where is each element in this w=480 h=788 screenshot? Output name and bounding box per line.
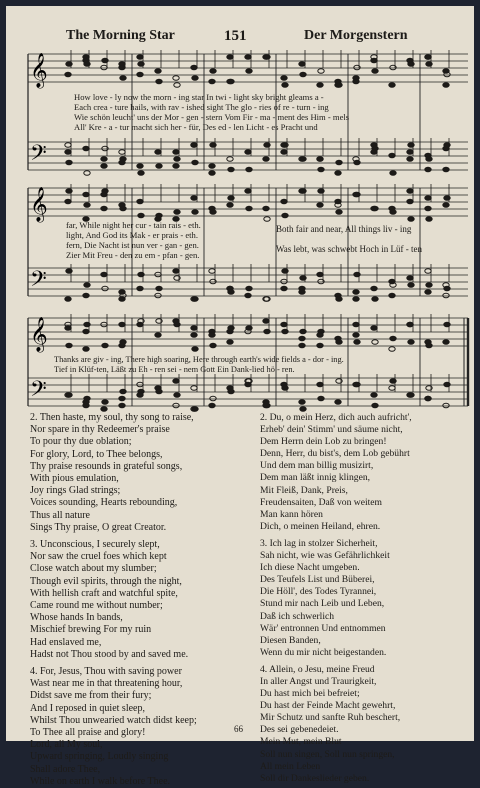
note-head bbox=[425, 55, 431, 60]
note-head bbox=[299, 336, 305, 341]
verse-line: With hellish craft and watchful spite, bbox=[30, 587, 178, 599]
note-head bbox=[353, 333, 359, 338]
note-head bbox=[174, 210, 180, 215]
note-head bbox=[102, 286, 108, 291]
verse-line: Joy rings Glad strings; bbox=[30, 485, 121, 497]
note-head bbox=[245, 150, 251, 155]
note-head bbox=[192, 76, 198, 81]
note-head bbox=[317, 83, 323, 88]
note-head bbox=[83, 329, 89, 334]
verse-line: Wär' entronnen Und entnommen bbox=[260, 622, 386, 634]
note-head bbox=[83, 400, 89, 405]
note-head bbox=[371, 150, 377, 155]
note-head bbox=[191, 386, 197, 391]
note-head bbox=[282, 213, 288, 218]
note-head bbox=[335, 79, 341, 84]
note-head bbox=[137, 286, 143, 291]
note-head bbox=[173, 379, 179, 384]
hymnal-page bbox=[6, 6, 474, 787]
verse-line: Had enslaved me, bbox=[30, 636, 102, 648]
note-head bbox=[263, 400, 269, 405]
note-head bbox=[318, 69, 324, 74]
note-head bbox=[299, 343, 305, 348]
verse-line: Dem Herrn dein Lob zu bringen! bbox=[260, 436, 387, 448]
note-head bbox=[101, 322, 107, 327]
note-head bbox=[335, 400, 341, 405]
note-head bbox=[227, 340, 233, 345]
verse-line: Du hast mich bei befreiet; bbox=[260, 688, 360, 700]
note-head bbox=[353, 297, 359, 302]
verse-line: Close watch about my slumber; bbox=[30, 563, 157, 575]
note-head bbox=[156, 286, 162, 291]
note-head bbox=[84, 171, 90, 176]
note-head bbox=[227, 157, 233, 162]
svg-text:𝄞: 𝄞 bbox=[30, 187, 48, 222]
verse-line: Daß ich schwerlich bbox=[260, 610, 335, 622]
note-head bbox=[336, 297, 342, 302]
note-head bbox=[425, 153, 431, 158]
note-head bbox=[173, 403, 179, 408]
note-head bbox=[245, 382, 251, 387]
note-head bbox=[101, 192, 107, 197]
verse-line: Wenn du mir nicht beigestanden. bbox=[260, 646, 387, 658]
note-head bbox=[354, 160, 360, 165]
note-head bbox=[65, 297, 71, 302]
note-head bbox=[119, 297, 125, 302]
note-head bbox=[390, 336, 396, 341]
note-head bbox=[299, 400, 305, 405]
note-head bbox=[407, 276, 413, 281]
verse-line: Voices sounding, Hearts rebounding, bbox=[30, 497, 178, 509]
verse-line: Thus all nature bbox=[30, 509, 90, 521]
note-head bbox=[372, 340, 378, 345]
note-head bbox=[443, 293, 449, 298]
note-head bbox=[155, 272, 161, 277]
note-head bbox=[209, 329, 215, 334]
note-head bbox=[317, 203, 323, 208]
verse-line: 4. For, Jesus, Thou with saving power bbox=[30, 666, 182, 678]
verse-line: With pious emulation, bbox=[30, 473, 119, 485]
note-head bbox=[372, 403, 378, 408]
note-head bbox=[407, 189, 413, 194]
title-english: The Morning Star bbox=[66, 28, 175, 43]
note-head bbox=[354, 340, 360, 345]
note-head bbox=[119, 150, 125, 155]
note-head bbox=[336, 160, 342, 165]
note-head bbox=[84, 203, 90, 208]
note-head bbox=[372, 69, 378, 74]
note-head bbox=[210, 69, 216, 74]
title-german: Der Morgenstern bbox=[304, 28, 408, 43]
note-head bbox=[155, 333, 161, 338]
note-head bbox=[101, 407, 107, 412]
note-head bbox=[191, 196, 197, 201]
note-head bbox=[101, 65, 107, 70]
verse-line: Lord, all My soul, bbox=[30, 739, 103, 751]
note-head bbox=[443, 83, 449, 88]
note-head bbox=[228, 79, 234, 84]
note-head bbox=[66, 160, 72, 165]
note-head bbox=[192, 210, 198, 215]
note-head bbox=[425, 206, 431, 211]
note-head bbox=[173, 76, 179, 81]
verse-line: Dem man läßt innig klingen, bbox=[260, 472, 371, 484]
note-head bbox=[101, 272, 107, 277]
note-head bbox=[407, 157, 413, 162]
lyrics-system-3: Thanks are giv - ing, There high soaring, Here through earth's wide fields a - dor - ing. Tief in Klüf-ten, Läßt zu Eh - ren sei - nem Gott Ein Dank-lied hö - ren. bbox=[54, 355, 344, 374]
verse-line: Des Teufels List und Büberei, bbox=[260, 574, 375, 586]
verse-line: Dich, o meinen Heiland, ehren. bbox=[260, 520, 381, 532]
note-head bbox=[156, 164, 162, 169]
note-head bbox=[245, 293, 251, 298]
note-head bbox=[408, 340, 414, 345]
note-head bbox=[155, 69, 161, 74]
note-head bbox=[390, 171, 396, 176]
verse-line: Though evil spirits, through the night, bbox=[30, 575, 182, 587]
note-head bbox=[191, 65, 197, 70]
note-head bbox=[281, 322, 287, 327]
verse-line: Erheb' dein' Stimm' und säume nicht, bbox=[260, 424, 403, 436]
verse-line: 4. Allein, o Jesu, meine Freud bbox=[260, 663, 375, 675]
note-head bbox=[210, 343, 216, 348]
note-head bbox=[407, 199, 413, 204]
note-head bbox=[84, 283, 90, 288]
note-head bbox=[155, 150, 161, 155]
note-head bbox=[317, 382, 323, 387]
note-head bbox=[191, 326, 197, 331]
note-head bbox=[317, 333, 323, 338]
verse-line: For glory, Lord, to Thee belongs, bbox=[30, 448, 163, 460]
note-head bbox=[353, 322, 359, 327]
note-head bbox=[192, 347, 198, 352]
verse-line: Stund mir nach Leib und Leben, bbox=[260, 598, 385, 610]
note-head bbox=[443, 403, 449, 408]
svg-text:𝄞: 𝄞 bbox=[30, 53, 48, 88]
note-head bbox=[300, 157, 306, 162]
note-head bbox=[426, 283, 432, 288]
note-head bbox=[389, 83, 395, 88]
note-head bbox=[210, 396, 216, 401]
note-head bbox=[83, 347, 89, 352]
note-head bbox=[281, 143, 287, 148]
verse-line: Freudensaiten, Daß von weitem bbox=[260, 496, 383, 508]
bass-staff-1 bbox=[28, 142, 468, 170]
note-head bbox=[372, 297, 378, 302]
note-head bbox=[102, 343, 108, 348]
verse-line: Die Höll', des Todes Tyrannei, bbox=[260, 586, 377, 598]
note-head bbox=[65, 72, 71, 77]
note-head bbox=[444, 286, 450, 291]
note-head bbox=[281, 150, 287, 155]
note-head bbox=[65, 143, 71, 148]
note-head bbox=[389, 386, 395, 391]
verse-line: To Thee all praise and glory! bbox=[30, 727, 146, 739]
note-head bbox=[192, 407, 198, 412]
note-head bbox=[245, 55, 251, 60]
note-head bbox=[101, 157, 107, 162]
note-head bbox=[83, 58, 89, 63]
note-head bbox=[156, 213, 162, 218]
note-head bbox=[119, 65, 125, 70]
note-head bbox=[371, 393, 377, 398]
verse-line: And I reposed in quiet sleep, bbox=[30, 702, 145, 714]
note-head bbox=[317, 343, 323, 348]
refrain-english: Both fair and near, All things liv - ing bbox=[276, 224, 412, 234]
note-head bbox=[317, 272, 323, 277]
note-head bbox=[119, 322, 125, 327]
lyrics-system-1: How love - ly now the morn - ing star In twi - light sky bright gleams a - Each crea - ture hails, with rav - ished sight The glo - ries of re - turn - ing Wie schön leucht' uns der Mor - gen - stern Vom Fir - ma - ment des Him - mels All' Kre - a - tur macht sich her - für, Des ed - len Licht - es Pracht und bbox=[74, 92, 350, 132]
note-head bbox=[174, 393, 180, 398]
note-head bbox=[390, 210, 396, 215]
note-head bbox=[443, 340, 449, 345]
note-head bbox=[426, 217, 432, 222]
note-head bbox=[246, 206, 252, 211]
note-head bbox=[407, 322, 413, 327]
verse-line: Came round me without number; bbox=[30, 600, 163, 612]
verse-line: Und dem man billig musizirt, bbox=[260, 460, 374, 472]
verse-line: Mit Fleiß, Dank, Preis, bbox=[260, 484, 348, 496]
svg-text:𝄢: 𝄢 bbox=[30, 267, 47, 297]
verse-line: Upward springing, Loudly singing bbox=[30, 751, 169, 763]
note-head bbox=[137, 382, 143, 387]
note-head bbox=[137, 199, 143, 204]
verse-line: Hadst not Thou stood by and saved me. bbox=[30, 648, 189, 660]
note-head bbox=[425, 290, 431, 295]
note-head bbox=[210, 210, 216, 215]
note-head bbox=[426, 343, 432, 348]
note-head bbox=[407, 150, 413, 155]
verse-line: Whose hands In bands, bbox=[30, 612, 123, 624]
note-head bbox=[389, 293, 395, 298]
note-head bbox=[335, 199, 341, 204]
note-head bbox=[353, 76, 359, 81]
verse-line: 2. Then haste, my soul, thy song to raise, bbox=[30, 412, 194, 423]
page-number: 66 bbox=[234, 724, 243, 734]
note-head bbox=[371, 286, 377, 291]
verse-line: Didst save me from their fury; bbox=[30, 690, 152, 702]
verses-english bbox=[30, 412, 197, 788]
verse-line: Shall adore Thee, bbox=[30, 763, 101, 775]
verse-line: In aller Angst und Traurigkeit, bbox=[260, 675, 377, 687]
verse-line: Sah nicht, wie was Gefährlichkeit bbox=[260, 550, 390, 562]
note-head bbox=[173, 150, 179, 155]
note-head bbox=[66, 343, 72, 348]
verse-line: 2. Du, o mein Herz, dich auch aufricht', bbox=[260, 412, 412, 423]
note-head bbox=[192, 297, 198, 302]
note-head bbox=[228, 167, 234, 172]
note-head bbox=[443, 203, 449, 208]
note-head bbox=[227, 55, 233, 60]
note-head bbox=[192, 160, 198, 165]
note-head bbox=[102, 400, 108, 405]
verse-line: To pour thy due oblation; bbox=[30, 436, 132, 448]
note-head bbox=[66, 393, 72, 398]
note-head bbox=[281, 286, 287, 291]
note-head bbox=[156, 79, 162, 84]
verse-line: Diesen Banden, bbox=[260, 634, 321, 646]
note-head bbox=[119, 403, 125, 408]
note-head bbox=[138, 171, 144, 176]
verse-line: Thy praise resounds in grateful songs, bbox=[30, 460, 183, 472]
note-head bbox=[174, 157, 180, 162]
verse-line: 3. Unconscious, I securely slept, bbox=[30, 539, 160, 551]
note-head bbox=[281, 279, 287, 284]
verse-line: All mein Leben bbox=[260, 760, 321, 772]
note-head bbox=[300, 407, 306, 412]
verse-line: Sings Thy praise, O great Creator. bbox=[30, 521, 167, 533]
note-head bbox=[336, 340, 342, 345]
note-head bbox=[173, 269, 179, 274]
verse-line: 3. Ich lag in stolzer Sicherheit, bbox=[260, 537, 378, 549]
note-head bbox=[425, 196, 431, 201]
verse-line: Mein Mut, mein Blut bbox=[260, 736, 342, 748]
verse-line: Nor spare in thy Redeemer's praise bbox=[30, 424, 170, 436]
note-head bbox=[209, 164, 215, 169]
note-head bbox=[263, 206, 269, 211]
verse-line: Mischief brewing For my ruin bbox=[30, 624, 152, 636]
note-head bbox=[209, 269, 215, 274]
verse-line: Du hast der Feinde Macht gewehrt, bbox=[260, 700, 396, 712]
note-head bbox=[263, 157, 269, 162]
note-head bbox=[263, 319, 269, 324]
note-head bbox=[335, 171, 341, 176]
note-head bbox=[408, 217, 414, 222]
note-head bbox=[299, 290, 305, 295]
note-head bbox=[101, 206, 107, 211]
note-head bbox=[353, 290, 359, 295]
note-head bbox=[317, 157, 323, 162]
verse-line: Mir Schutz und sanfte Ruh beschert, bbox=[260, 712, 401, 724]
verse-line: Man kann hören bbox=[260, 508, 323, 520]
note-head bbox=[246, 69, 252, 74]
note-head bbox=[83, 146, 89, 151]
verse-line: Nor saw the cruel foes which kept bbox=[30, 551, 167, 563]
note-head bbox=[246, 167, 252, 172]
verse-line: While on earth I walk before Thee. bbox=[30, 775, 171, 787]
note-head bbox=[65, 199, 71, 204]
note-head bbox=[119, 396, 125, 401]
svg-text:𝄢: 𝄢 bbox=[30, 377, 47, 407]
note-head bbox=[174, 83, 180, 88]
note-head bbox=[173, 164, 179, 169]
note-head bbox=[83, 192, 89, 197]
verse-line: Whilst Thou unwearied watch didst keep; bbox=[30, 714, 197, 726]
note-head bbox=[137, 55, 143, 60]
verse-line: Soll nun singen, Soll nun springen, bbox=[260, 748, 395, 760]
note-head bbox=[137, 164, 143, 169]
note-head bbox=[281, 76, 287, 81]
note-head bbox=[389, 347, 395, 352]
note-head bbox=[443, 146, 449, 151]
note-head bbox=[101, 164, 107, 169]
verse-line: Des sei gebenedeiet. bbox=[260, 724, 339, 736]
note-head bbox=[425, 269, 431, 274]
svg-text:𝄞: 𝄞 bbox=[30, 317, 48, 352]
note-head bbox=[120, 340, 126, 345]
note-head bbox=[408, 393, 414, 398]
note-head bbox=[372, 206, 378, 211]
note-head bbox=[119, 160, 125, 165]
note-head bbox=[83, 293, 89, 298]
verse-line: Ich diese Nacht umgeben. bbox=[260, 562, 360, 574]
verses-german bbox=[260, 412, 412, 785]
note-head bbox=[299, 62, 305, 67]
note-head bbox=[245, 189, 251, 194]
note-head bbox=[191, 333, 197, 338]
verse-line: Denn, Herr, du bist's, dem Lob gebührt bbox=[260, 448, 410, 460]
note-head bbox=[318, 396, 324, 401]
note-head bbox=[209, 79, 215, 84]
svg-text:𝄢: 𝄢 bbox=[30, 141, 47, 171]
verse-line: Wast near me in that threatening hour, bbox=[30, 678, 183, 690]
note-head bbox=[138, 213, 144, 218]
refrain-german: Was lebt, was schwebt Hoch in Lüf - ten bbox=[276, 244, 422, 254]
note-head bbox=[137, 72, 143, 77]
note-head bbox=[227, 203, 233, 208]
note-head bbox=[300, 72, 306, 77]
note-head bbox=[65, 150, 71, 155]
note-head bbox=[336, 210, 342, 215]
note-head bbox=[120, 206, 126, 211]
note-head bbox=[209, 171, 215, 176]
hymn-number: 151 bbox=[224, 28, 247, 44]
note-head bbox=[282, 83, 288, 88]
note-head bbox=[120, 76, 126, 81]
note-head bbox=[371, 326, 377, 331]
note-head bbox=[318, 167, 324, 172]
verse-line: Soll dir Dankeslieder geben. bbox=[260, 772, 370, 784]
lyrics-system-2: far, While night her cur - tain rais - eth. light, And God its Mak - er prais - eth. fern, Die Nacht ist nun ver - gan - gen. Zier Mit Freu - den zu em - pfan - gen. bbox=[66, 220, 201, 260]
note-head bbox=[408, 283, 414, 288]
note-head bbox=[209, 403, 215, 408]
note-head bbox=[155, 293, 161, 298]
note-head bbox=[281, 199, 287, 204]
note-head bbox=[425, 167, 431, 172]
note-head bbox=[443, 167, 449, 172]
note-head bbox=[264, 217, 270, 222]
note-head bbox=[389, 153, 395, 158]
note-head bbox=[246, 286, 252, 291]
